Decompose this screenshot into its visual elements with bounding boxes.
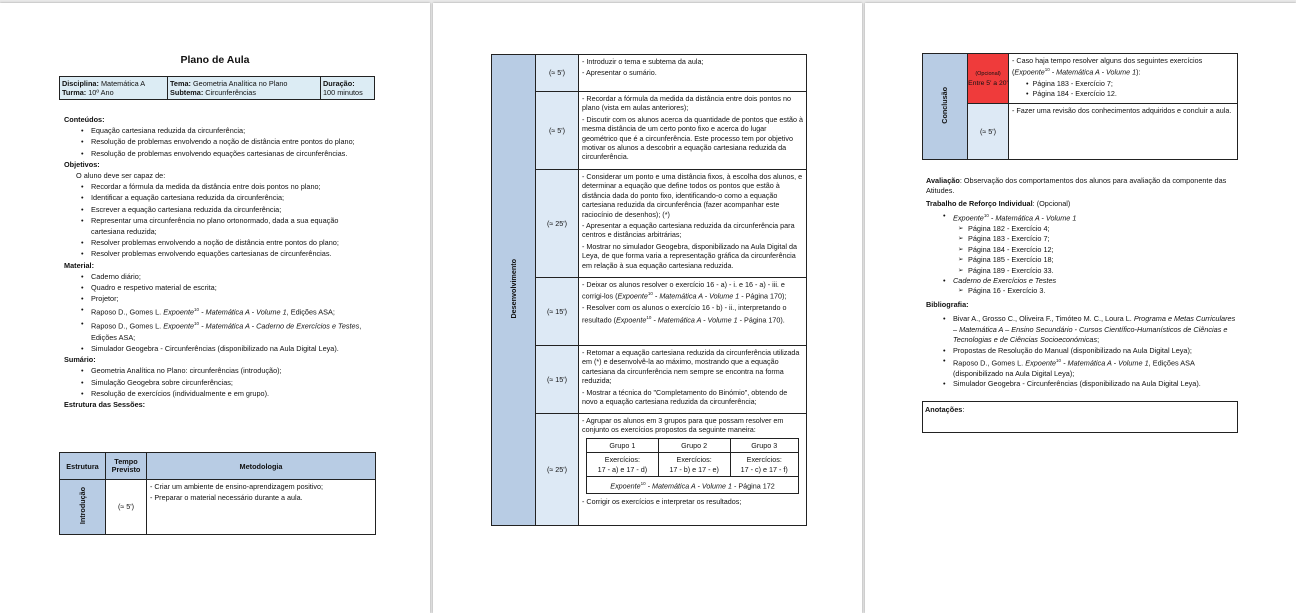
row-methods bbox=[579, 414, 807, 526]
anotacoes-box[interactable]: Anotações: bbox=[922, 401, 1238, 433]
optional-exercises bbox=[1012, 79, 1234, 98]
development-label-cell bbox=[492, 55, 536, 526]
conclusion-label-cell bbox=[923, 54, 968, 160]
list-item: • Caderno de Exercícios e Testes bbox=[926, 276, 1238, 286]
header-metodologia: Metodologia bbox=[147, 453, 376, 480]
row-time: (≈ 15') bbox=[536, 278, 579, 346]
sumario-heading: Sumário: bbox=[64, 355, 96, 365]
group-name: Grupo 1 bbox=[587, 438, 659, 452]
method-item: - Apresentar o sumário. bbox=[582, 68, 657, 78]
row-time: (≈ 5') bbox=[536, 55, 579, 92]
list-item: • Quadro e respetivo material de escrita; bbox=[64, 282, 374, 293]
conclusion-methods: - Fazer uma revisão dos conhecimentos adquiridos e concluir a aula. bbox=[1009, 104, 1238, 160]
list-item: • Representar uma circunferência no plano ortonormado, dada a sua equação cartesiana reduzida; bbox=[64, 215, 374, 237]
list-item: ➢ Página 183 - Exercício 7; bbox=[941, 234, 1238, 244]
list-item: • Projetor; bbox=[64, 293, 374, 304]
introducao-time: (≈ 5') bbox=[106, 480, 147, 535]
optional-time-cell bbox=[968, 54, 1009, 104]
lesson-sections bbox=[64, 114, 374, 410]
groups-book-reference: Expoente$^{10}$ - Matemática A - Volume 1 - Página 172 bbox=[587, 477, 799, 494]
row-methods bbox=[579, 170, 807, 278]
list-item: ➢ Página 184 - Exercício 12; bbox=[941, 245, 1238, 255]
list-item: • Página 184 - Exercício 12. bbox=[1026, 88, 1117, 98]
list-item: • Simulador Geogebra - Circunferências (disponibilizado na Aula Digital Leya). bbox=[926, 379, 1238, 389]
conclusion-time: (≈ 5') bbox=[968, 104, 1009, 160]
row-methods bbox=[579, 346, 807, 414]
trabalho-reforco: Trabalho de Reforço Individual: (Opcional) bbox=[926, 198, 1071, 208]
row-methods bbox=[579, 55, 807, 92]
material-list bbox=[64, 271, 374, 354]
caderno-pages bbox=[926, 286, 1238, 296]
development-table bbox=[491, 54, 807, 526]
bibliografia-heading: Bibliografia: bbox=[926, 299, 969, 309]
list-item: • Simulador Geogebra - Circunferências (disponibilizado na Aula Digital Leya). bbox=[64, 343, 374, 354]
group-name: Grupo 3 bbox=[730, 438, 799, 452]
list-item: ➢ Página 182 - Exercício 4; bbox=[941, 224, 1238, 234]
page-title: Plano de Aula bbox=[180, 54, 250, 66]
objetivos-heading: Objetivos: bbox=[64, 159, 100, 169]
list-item: ➢ Página 16 - Exercício 3. bbox=[941, 286, 1238, 296]
list-item: • Expoente$^{10}$ - Matemática A - Volume 1 bbox=[926, 211, 1238, 224]
optional-tag: (Opcional) bbox=[975, 71, 1001, 77]
introducao-methods bbox=[147, 480, 376, 535]
list-item: • Identificar a equação cartesiana reduzida da circunferência; bbox=[64, 192, 374, 203]
trabalho-list bbox=[926, 211, 1238, 224]
method-item: - Agrupar os alunos em 3 grupos para que possam resolver em conjunto os exercícios propostos da seguinte maneira: bbox=[582, 416, 784, 435]
document-page-2 bbox=[433, 3, 862, 613]
method-item: - Discutir com os alunos acerca da quantidade de pontos que estão à mesma distância de um certo ponto fixo e acerca do lugar geométrico que é a circunferência. Este processo tem por objetivo motivar os alunos a descobrir a equação cartesiana reduzida da circunferência. bbox=[582, 114, 803, 162]
method-item: - Preparar o material necessário durante a aula. bbox=[150, 493, 303, 503]
document-page-3 bbox=[865, 3, 1296, 613]
list-item: • Simulação Geogebra sobre circunferências; bbox=[64, 377, 374, 388]
method-item: - Mostrar a técnica do "Completamento do Binómio", obtendo de novo a equação cartesiana reduzida da circunferência; bbox=[582, 387, 788, 407]
theme-cell: Tema: Geometria Analítica no Plano Subtema: Circunferências bbox=[168, 77, 321, 100]
row-time: (≈ 25') bbox=[536, 414, 579, 526]
final-sections bbox=[926, 176, 1238, 390]
method-item: - Deixar os alunos resolver o exercício 16 - a) - i. e 16 - a) - iii. e corrigi-los (Expoente$^{10}$ - Matemática A - Volume 1 - Página 170); bbox=[582, 280, 787, 301]
estrutura-heading: Estrutura das Sessões: bbox=[64, 399, 146, 409]
sumario-list bbox=[64, 365, 374, 399]
development-label: Desenvolvimento bbox=[508, 259, 518, 319]
trabalho-pages bbox=[926, 224, 1238, 276]
row-methods bbox=[579, 92, 807, 170]
header-estrutura: Estrutura bbox=[60, 453, 106, 480]
list-item: ➢ Página 189 - Exercício 33. bbox=[941, 266, 1238, 276]
list-item: • Equação cartesiana reduzida da circunferência; bbox=[64, 125, 374, 136]
row-methods bbox=[579, 278, 807, 346]
introducao-label: Introdução bbox=[77, 487, 87, 525]
list-item: • Raposo D., Gomes L. Expoente$^{10}$ - Matemática A - Volume 1, Edições ASA; bbox=[64, 304, 374, 318]
sessions-table bbox=[59, 452, 376, 535]
group-exercises: Exercícios: 17 - b) e 17 - e) bbox=[658, 453, 730, 477]
group-exercises: Exercícios: 17 - a) e 17 - d) bbox=[587, 453, 659, 477]
list-item: • Página 183 - Exercício 7; bbox=[1026, 79, 1113, 89]
list-item: • Resolução de problemas envolvendo a noção de distância entre pontos do plano; bbox=[64, 136, 374, 147]
material-heading: Material: bbox=[64, 260, 95, 270]
introducao-label-cell bbox=[60, 480, 106, 535]
lesson-header-table bbox=[59, 76, 375, 100]
list-item: • Caderno diário; bbox=[64, 271, 374, 282]
objetivos-intro: O aluno deve ser capaz de: bbox=[76, 171, 166, 181]
list-item: • Propostas de Resolução do Manual (disponibilizado na Aula Digital Leya); bbox=[926, 346, 1238, 356]
list-item: • Geometria Analítica no Plano: circunferências (introdução); bbox=[64, 365, 374, 376]
list-item: • Resolver problemas envolvendo a noção de distância entre pontos do plano; bbox=[64, 237, 374, 248]
optional-methods bbox=[1009, 54, 1238, 104]
method-item: - Introduzir o tema e subtema da aula; bbox=[582, 57, 704, 66]
list-item: ➢ Página 185 - Exercício 18; bbox=[941, 255, 1238, 265]
conclusion-label: Conclusão bbox=[940, 86, 950, 124]
group-name: Grupo 2 bbox=[658, 438, 730, 452]
document-page-1 bbox=[0, 3, 430, 613]
row-time: (≈ 5') bbox=[536, 92, 579, 170]
row-time: (≈ 15') bbox=[536, 346, 579, 414]
conteudos-list bbox=[64, 125, 374, 159]
conteudos-heading: Conteúdos: bbox=[64, 115, 105, 124]
list-item: • Raposo D., Gomes L. Expoente$^{10}$ - Matemática A - Volume 1, Edições ASA (disponibilizado na Aula Digital Leya); bbox=[926, 356, 1238, 379]
method-item: - Caso haja tempo resolver alguns dos seguintes exercícios (Expoente$^{10}$ - Matemática A - Volume 1): bbox=[1012, 56, 1203, 77]
list-item: • Resolver problemas envolvendo equações cartesianas de circunferências. bbox=[64, 248, 374, 259]
objetivos-list bbox=[64, 181, 374, 259]
method-item: - Corrigir os exercícios e interpretar os resultados; bbox=[582, 496, 742, 506]
method-item: - Retomar a equação cartesiana reduzida da circunferência utilizada em (*) e desenvolvê-la ao máximo, mostrando que a equação cartesiana da circunferência nem sempre se encontra na forma reduzida; bbox=[582, 348, 800, 386]
list-item: • Resolução de problemas envolvendo equações cartesianas de circunferências. bbox=[64, 148, 374, 159]
method-item: - Recordar a fórmula da medida da distância entre dois pontos no plano (vista em aulas anteriores); bbox=[582, 94, 791, 113]
row-time: (≈ 25') bbox=[536, 170, 579, 278]
groups-table bbox=[586, 438, 799, 494]
caderno-list bbox=[926, 276, 1238, 286]
method-item: - Considerar um ponto e uma distância fixos, à escolha dos alunos, e determinar a equação que define todos os pontos que estão à distância dada do ponto fixo, identificando-o como a equação cartesiana reduzida da circunferência (fazer acompanhar este raciocínio de desenhos); (*) bbox=[582, 172, 803, 219]
discipline-cell: Disciplina: Matemática A Turma: 10º Ano bbox=[60, 77, 168, 100]
list-item: • Recordar a fórmula da medida da distância entre dois pontos no plano; bbox=[64, 181, 374, 192]
header-tempo: Tempo Previsto bbox=[106, 453, 147, 480]
bibliografia-list bbox=[926, 314, 1238, 389]
anotacoes-label: Anotações bbox=[925, 405, 963, 414]
method-item: - Resolver com os alunos o exercício 16 - b) - ii., interpretando o resultado (Expoente$^{10}$ - Matemática A - Volume 1 - Página 170). bbox=[582, 303, 787, 324]
method-item: - Apresentar a equação cartesiana reduzida da circunferência para centros e distâncias arbitrárias; bbox=[582, 221, 795, 240]
list-item: • Bivar A., Grosso C., Oliveira F., Timóteo M. C., Loura L. Programa e Metas Curriculares – Matemática A – Ensino Secundário - Cursos Científico-Humanísticos de Ciências e Tecnologias e de Ciências Socioeconómicas; bbox=[926, 314, 1238, 345]
conclusion-table bbox=[922, 53, 1238, 160]
optional-time: Entre 5' a 20' bbox=[968, 80, 1008, 87]
method-item: - Criar um ambiente de ensino-aprendizagem positivo; bbox=[150, 482, 323, 491]
list-item: • Resolução de exercícios (individualmente e em grupo). bbox=[64, 388, 374, 399]
method-item: - Mostrar no simulador Geogebra, disponibilizado na Aula Digital da Leya, de que forma varia a representação gráfica da circunferência em relação à sua equação cartesiana reduzida. bbox=[582, 241, 797, 270]
group-exercises: Exercícios: 17 - c) e 17 - f) bbox=[730, 453, 799, 477]
avaliacao: Avaliação: Observação dos comportamentos dos alunos para avaliação da componente das Atitudes. bbox=[926, 176, 1227, 196]
list-item: • Escrever a equação cartesiana reduzida da circunferência; bbox=[64, 204, 374, 215]
duration-cell: Duração: 100 minutos bbox=[321, 77, 375, 100]
list-item: • Raposo D., Gomes L. Expoente$^{10}$ - Matemática A - Caderno de Exercícios e Testes, Edições ASA; bbox=[64, 318, 374, 343]
